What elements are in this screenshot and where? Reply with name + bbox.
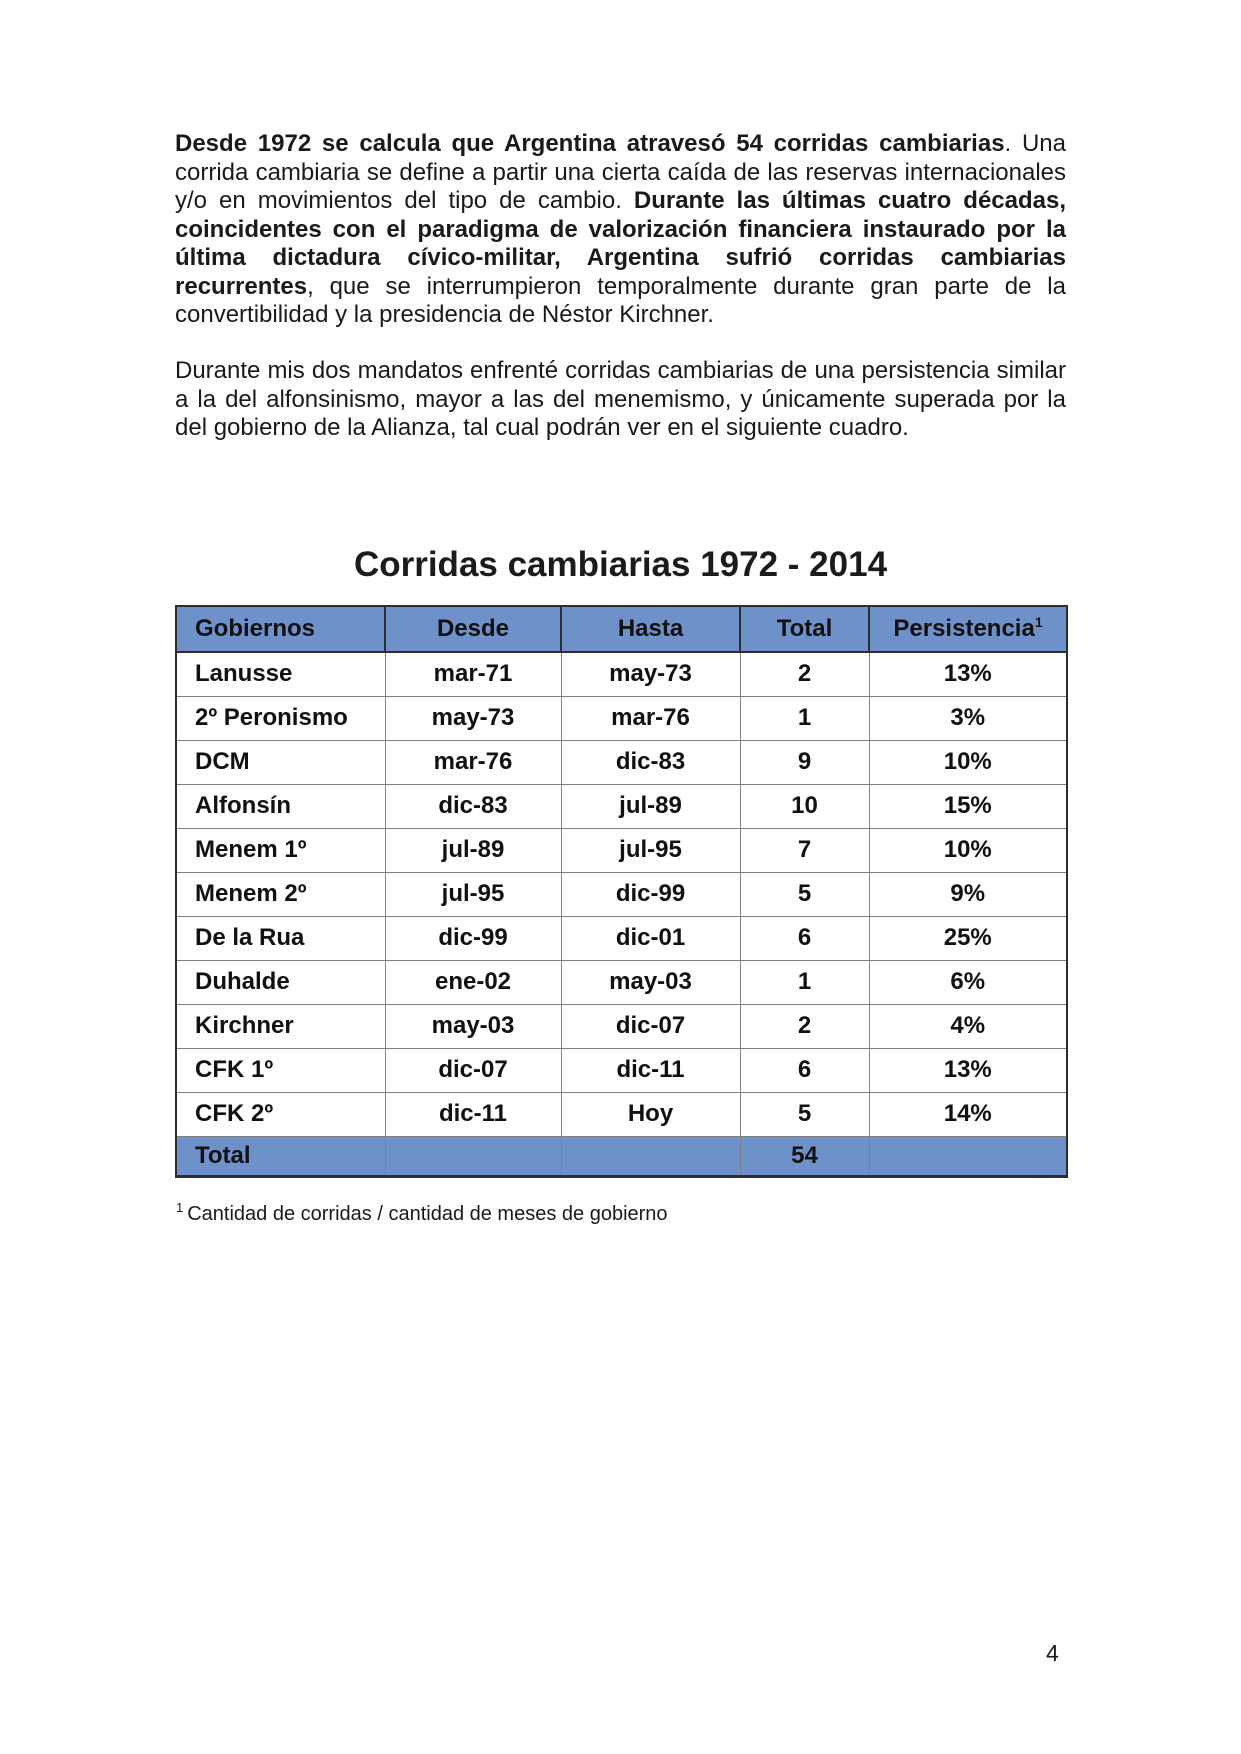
cell-gobierno: CFK 2º	[176, 1092, 385, 1136]
table-row	[176, 1004, 1067, 1048]
cell-total: 5	[740, 872, 869, 916]
table-body	[176, 652, 1067, 1136]
cell-hasta: dic-99	[561, 872, 740, 916]
paragraph-intro: Desde 1972 se calcula que Argentina atravesó 54 corridas cambiarias. Una corrida cambiaria se define a partir una cierta caída de las reservas internacionales y/o en movimientos del tipo de cambio. Durante las últimas cuatro décadas, coincidentes con el paradigma de valorización financiera instaurado por la última dictadura cívico-militar, Argentina sufrió corridas cambiarias recurrentes, que se interrumpieron temporalmente durante gran parte de la convertibilidad y la presidencia de Néstor Kirchner.	[175, 130, 1067, 328]
cell-total: 10	[740, 784, 869, 828]
cell-persistencia: 13%	[869, 1048, 1067, 1092]
cell-persistencia: 13%	[869, 652, 1067, 696]
cell-persistencia: 10%	[869, 828, 1067, 872]
footnote-marker: 1	[176, 1200, 184, 1216]
cell-hasta: dic-11	[561, 1048, 740, 1092]
cell-persistencia: 9%	[869, 872, 1067, 916]
table-row	[176, 740, 1067, 784]
total-empty-cell	[385, 1136, 561, 1176]
footnote-reference: 1	[1034, 614, 1043, 630]
cell-gobierno: Menem 2º	[176, 872, 385, 916]
table-row	[176, 916, 1067, 960]
cell-desde: dic-83	[385, 784, 561, 828]
cell-persistencia: 15%	[869, 784, 1067, 828]
total-label-cell: Total	[176, 1136, 385, 1176]
cell-desde: may-03	[385, 1004, 561, 1048]
total-value-cell: 54	[740, 1136, 869, 1176]
cell-hasta: dic-01	[561, 916, 740, 960]
cell-desde: dic-99	[385, 916, 561, 960]
cell-persistencia: 10%	[869, 740, 1067, 784]
total-empty-cell	[869, 1136, 1067, 1176]
table-footnote	[176, 1200, 668, 1226]
cell-gobierno: 2º Peronismo	[176, 696, 385, 740]
column-header-total: Total	[740, 606, 869, 652]
table-title: Corridas cambiarias 1972 - 2014	[353, 545, 888, 584]
cell-gobierno: CFK 1º	[176, 1048, 385, 1092]
cell-hasta: mar-76	[561, 696, 740, 740]
cell-persistencia: 3%	[869, 696, 1067, 740]
cell-gobierno: DCM	[176, 740, 385, 784]
cell-persistencia: 4%	[869, 1004, 1067, 1048]
column-header-hasta: Hasta	[561, 606, 740, 652]
cell-total: 5	[740, 1092, 869, 1136]
page-number: 4	[1046, 1640, 1059, 1666]
cell-hasta: dic-07	[561, 1004, 740, 1048]
cell-hasta: jul-95	[561, 828, 740, 872]
cell-desde: dic-07	[385, 1048, 561, 1092]
cell-gobierno: Alfonsín	[176, 784, 385, 828]
cell-hasta: dic-83	[561, 740, 740, 784]
cell-persistencia: 25%	[869, 916, 1067, 960]
table-row	[176, 652, 1067, 696]
table-row	[176, 696, 1067, 740]
footnote-text: Cantidad de corridas / cantidad de meses de gobierno	[187, 1203, 668, 1225]
column-header-persistencia: Persistencia$^1$	[869, 606, 1067, 652]
cell-hasta: jul-89	[561, 784, 740, 828]
cell-persistencia: 14%	[869, 1092, 1067, 1136]
cell-hasta: may-03	[561, 960, 740, 1004]
cell-total: 7	[740, 828, 869, 872]
cell-desde: mar-71	[385, 652, 561, 696]
cell-total: 2	[740, 652, 869, 696]
cell-persistencia: 6%	[869, 960, 1067, 1004]
cell-desde: jul-89	[385, 828, 561, 872]
cell-gobierno: Menem 1º	[176, 828, 385, 872]
cell-gobierno: Duhalde	[176, 960, 385, 1004]
corridas-table	[175, 605, 1068, 1178]
cell-desde: dic-11	[385, 1092, 561, 1136]
cell-desde: may-73	[385, 696, 561, 740]
column-header-desde: Desde	[385, 606, 561, 652]
table-row	[176, 872, 1067, 916]
cell-hasta: may-73	[561, 652, 740, 696]
cell-total: 1	[740, 696, 869, 740]
table-row	[176, 960, 1067, 1004]
table-row	[176, 1092, 1067, 1136]
cell-gobierno: Kirchner	[176, 1004, 385, 1048]
table-row	[176, 1048, 1067, 1092]
cell-gobierno: Lanusse	[176, 652, 385, 696]
cell-hasta: Hoy	[561, 1092, 740, 1136]
column-header-gobiernos: Gobiernos	[176, 606, 385, 652]
cell-gobierno: De la Rua	[176, 916, 385, 960]
cell-desde: ene-02	[385, 960, 561, 1004]
cell-desde: jul-95	[385, 872, 561, 916]
table-header-row	[176, 606, 1067, 652]
total-empty-cell	[561, 1136, 740, 1176]
cell-total: 9	[740, 740, 869, 784]
cell-total: 6	[740, 1048, 869, 1092]
table-row	[176, 828, 1067, 872]
cell-total: 1	[740, 960, 869, 1004]
cell-total: 6	[740, 916, 869, 960]
cell-total: 2	[740, 1004, 869, 1048]
cell-desde: mar-76	[385, 740, 561, 784]
table-row	[176, 784, 1067, 828]
paragraph-mandatos: Durante mis dos mandatos enfrenté corridas cambiarias de una persistencia similar a la del alfonsinismo, mayor a las del menemismo, y únicamente superada por la del gobierno de la Alianza, tal cual podrán ver en el siguiente cuadro.	[175, 357, 1066, 441]
table-total-row	[176, 1136, 1067, 1176]
